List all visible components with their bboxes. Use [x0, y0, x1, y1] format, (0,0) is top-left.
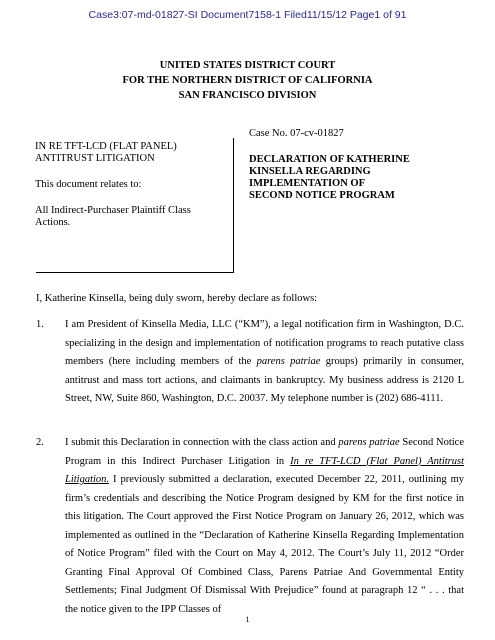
- caption-right: [249, 128, 464, 202]
- caption-parties-1: All Indirect-Purchaser Plaintiff Class: [35, 205, 191, 216]
- p2-text-italic-1: parens patriae: [338, 437, 400, 448]
- court-line-2: FOR THE NORTHERN DISTRICT OF CALIFORNIA: [122, 75, 373, 86]
- p2-text-c: Second Notice Program in this Indirect Purchaser Litigation in: [65, 437, 464, 467]
- court-heading: [0, 58, 495, 103]
- caption-horizontal-rule: [36, 272, 234, 273]
- document-title-1: DECLARATION OF KATHERINE: [249, 154, 410, 165]
- court-line-3: SAN FRANCISCO DIVISION: [178, 90, 317, 101]
- caption-left: [35, 141, 230, 229]
- document-title: [249, 154, 464, 202]
- p2-text-a: I submit this Declaration in connection with the class action and: [65, 437, 339, 448]
- paragraph-1-number: 1.: [36, 319, 44, 330]
- document-title-3: IMPLEMENTATION OF: [249, 178, 365, 189]
- document-title-4: SECOND NOTICE PROGRAM: [249, 190, 395, 201]
- filing-header: Case3:07-md-01827-SI Document7158-1 Filed11/15/12 Page1 of 91: [88, 9, 407, 21]
- case-number: Case No. 07-cv-01827: [249, 128, 344, 139]
- caption-case-name-2: ANTITRUST LITIGATION: [35, 153, 155, 164]
- caption-parties-2: Actions.: [35, 217, 71, 228]
- paragraph-2: [36, 434, 464, 619]
- paragraph-2-text: [65, 434, 464, 619]
- caption-vertical-rule: [233, 138, 234, 272]
- p1-text-a: I am President of Kinsella Media, LLC (“KM”), a legal notification firm in Washington, D.C. specializing in the design and implementation of notification programs to reach putative class members (here including members of the: [65, 319, 464, 367]
- declaration-intro: I, Katherine Kinsella, being duly sworn, hereby declare as follows:: [36, 293, 318, 304]
- paragraph-2-number: 2.: [36, 437, 44, 448]
- p1-text-italic: parens patriae: [256, 356, 321, 367]
- document-title-2: KINSELLA REGARDING: [249, 166, 371, 177]
- p2-case-citation: In re TFT-LCD (Flat Panel) Antitrust Litigation.: [65, 455, 465, 485]
- caption-relates-to: This document relates to:: [35, 179, 142, 190]
- paragraph-1-text: [65, 316, 464, 409]
- caption-case-name-1: IN RE TFT-LCD (FLAT PANEL): [35, 141, 177, 152]
- paragraph-1: [36, 316, 464, 409]
- p1-text-c: groups) primarily in consumer, antitrust and mass tort actions, and claimants in bankruptcy. My business address is 2120 L Street, NW, Suite 860, Washington, D.C. 20037. My telephone number is (202) 686-4111.: [65, 356, 464, 404]
- p2-text-e: I previously submitted a declaration, executed December 22, 2011, outlining my firm’s credentials and describing the Notice Program designed by KM for the first notice in this litigation. The Court approved the First Notice Program on January 26, 2012, which was implemented as outlined in the “Declaration of Katherine Kinsella Regarding Implementation of Notice Program” filed with the Court on May 4, 2012. The Court’s July 11, 2012 “Order Granting Final Approval Of Combined Class, Parens Patriae And Governmental Entity Settlements; Final Judgment Of Dismissal With Prejudice” found at paragraph 12 “ . . . that the notice given to the IPP Classes of: [65, 474, 464, 615]
- page-number: 1: [245, 615, 250, 624]
- court-line-1: UNITED STATES DISTRICT COURT: [159, 60, 336, 71]
